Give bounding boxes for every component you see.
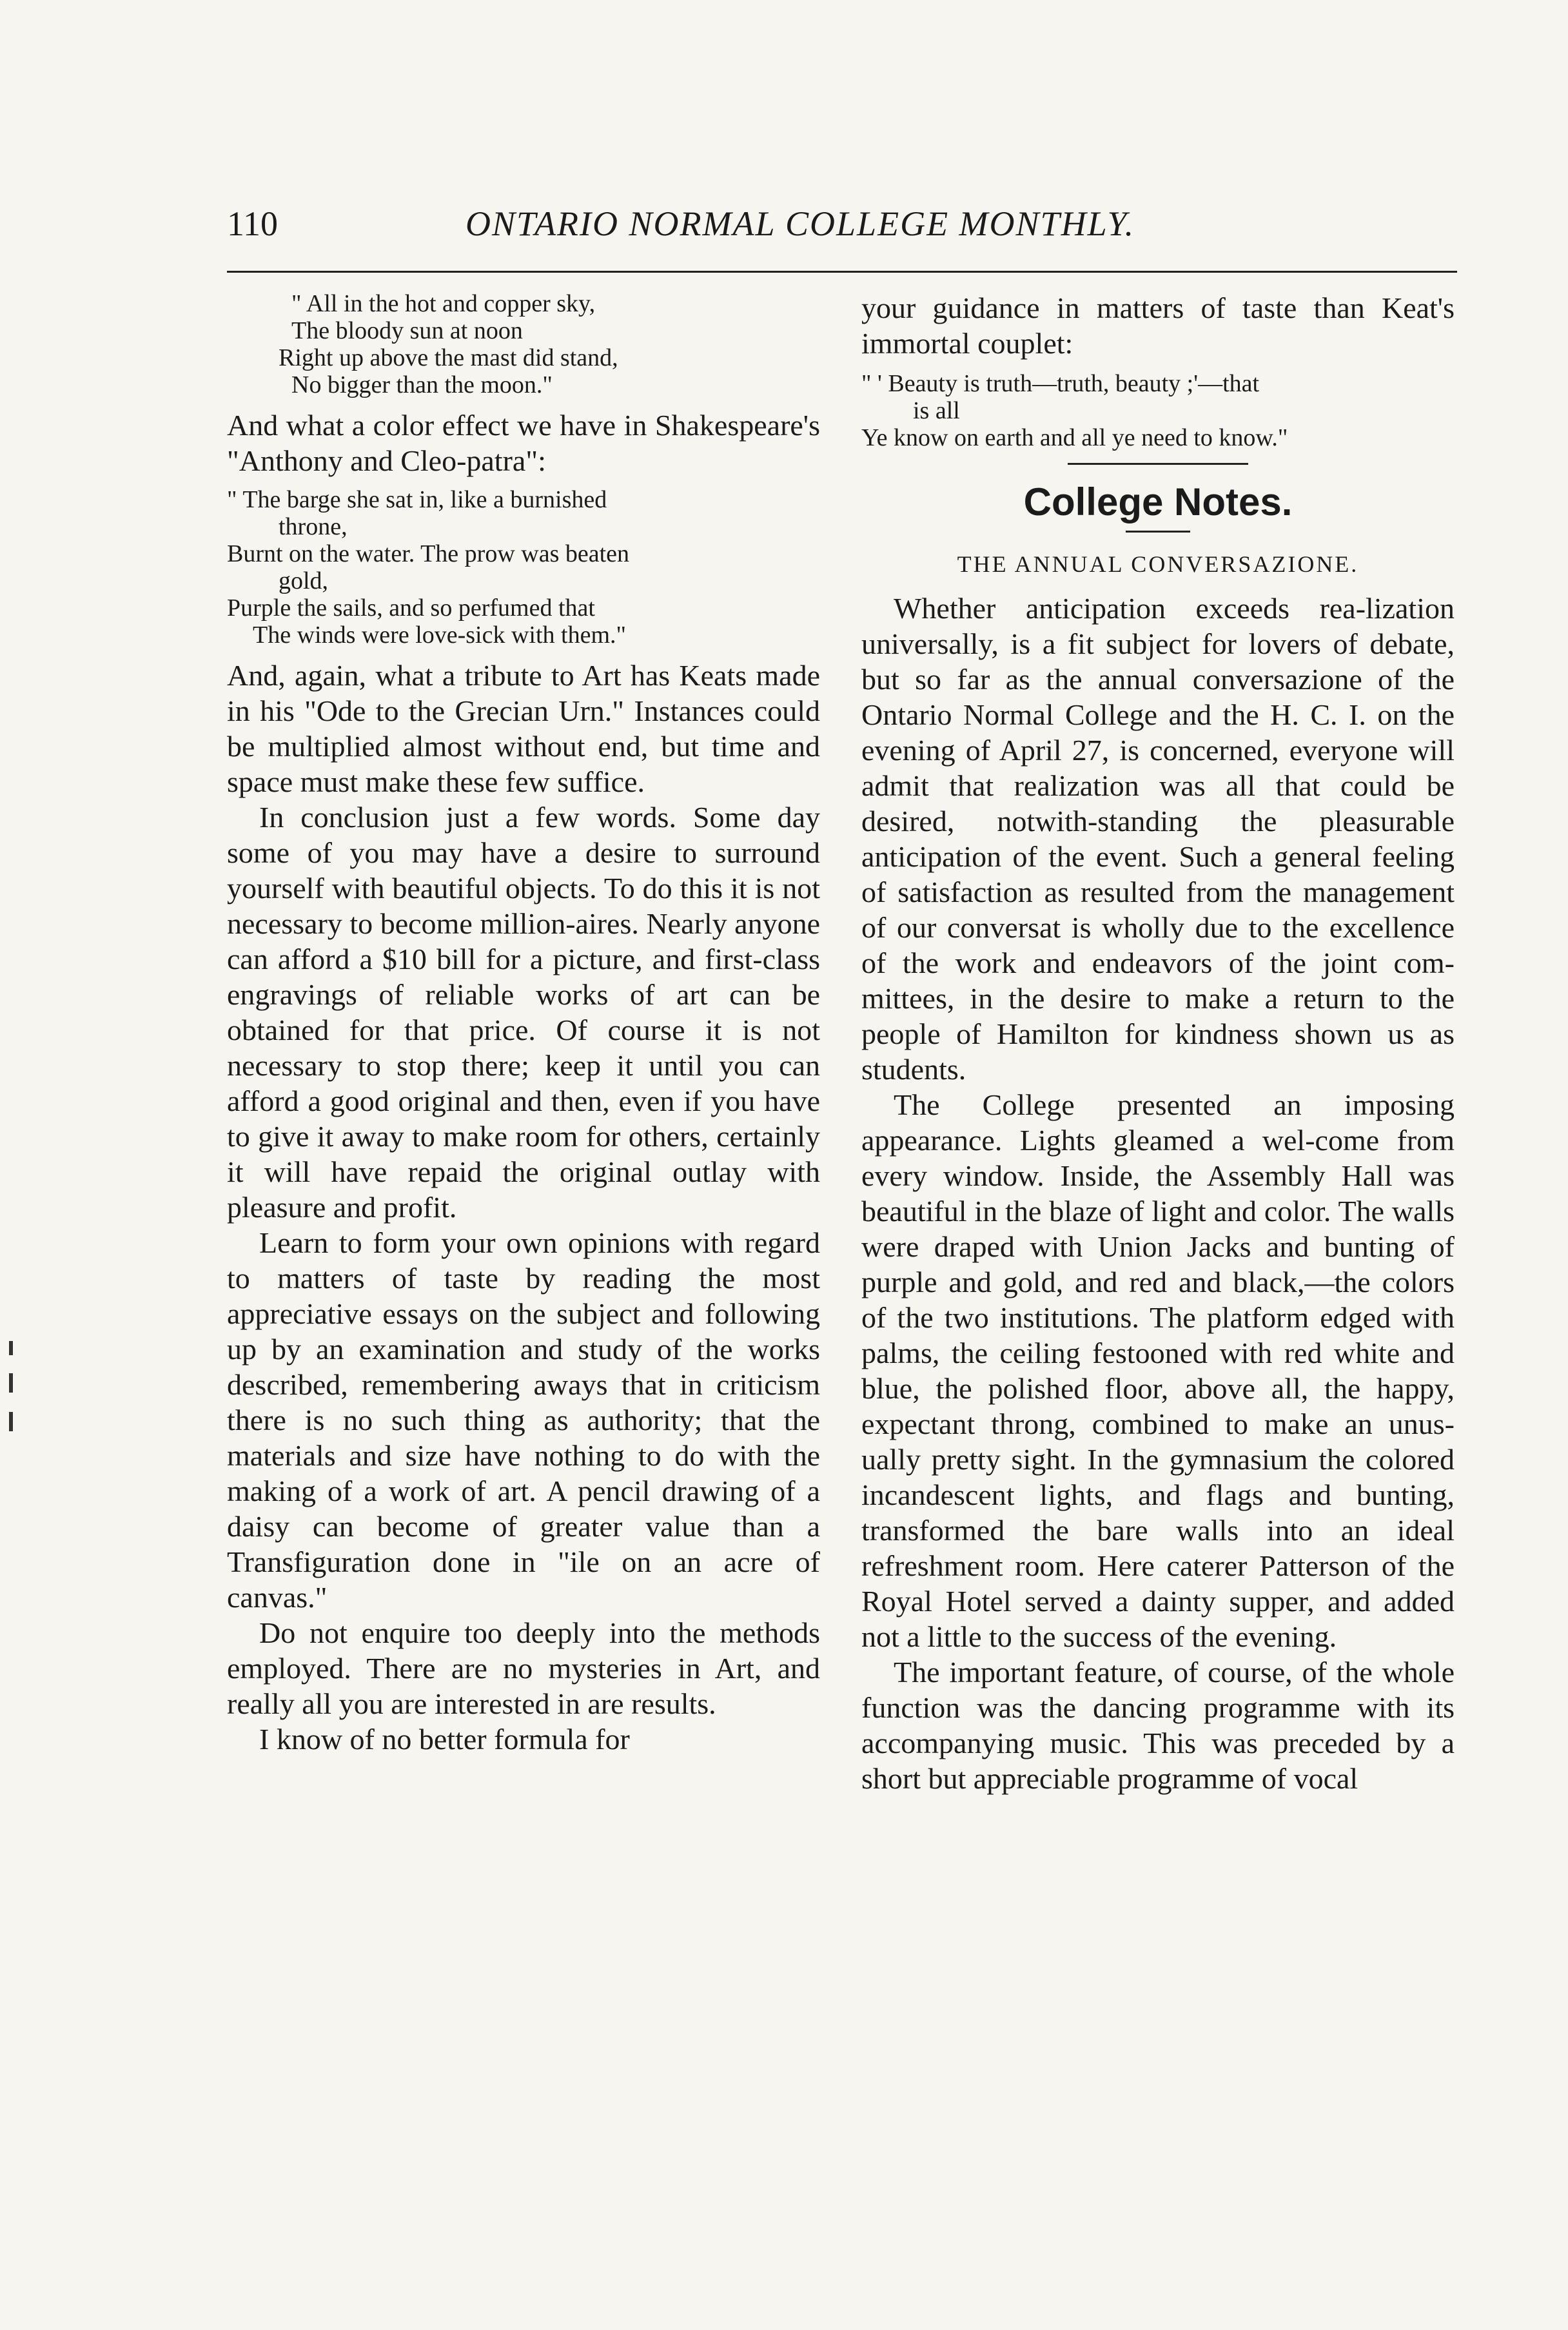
- paragraph: I know of no better formula for: [259, 1723, 630, 1756]
- right-column: [861, 290, 1455, 1796]
- margin-mark: [9, 1341, 13, 1355]
- page-number: 110: [227, 204, 278, 243]
- paragraph: The College presented an imposing appearance. Lights gleamed a wel-come from every window. Inside, the Assembly Hall was beautiful in the blaze of light and color. The walls were draped with Union Jacks and bunting of purple and gold, and red and black,—the colors of the two institutions. The platform edged with palms, the ceiling festooned with red white and blue, the polished floor, above all, the happy, expectant throng, combined to make an unus-ually pretty sight. In the gymnasium the colored incandescent lights, and flags and bunting, transformed the bare walls into an ideal refreshment room. Here caterer Patterson of the Royal Hotel served a dainty supper, and added not a little to the success of the evening.: [861, 1088, 1455, 1653]
- paragraph: your guidance in matters of taste than Keat's immortal couplet:: [861, 291, 1455, 360]
- left-column: [227, 290, 820, 1757]
- paragraph: Whether anticipation exceeds rea-lization universally, is a fit subject for lovers of debate, but so far as the annual conversazione of the Ontario Normal College and the H. C. I. on the evening of April 27, is concerned, everyone will admit that realization was all that could be desired, notwith-standing the pleasurable anticipation of the event. Such a general feeling of satisfaction as resulted from the management of our conversat is wholly due to the excellence of the work and endeavors of the joint com-mittees, in the desire to make a return to the people of Hamilton for kindness shown us as students.: [861, 592, 1455, 1086]
- verse-line: " The barge she sat in, like a burnished: [227, 486, 607, 513]
- verse-line: Purple the sails, and so perfumed that: [227, 594, 595, 622]
- coleridge-verse: [227, 290, 820, 398]
- paragraph: In conclusion just a few words. Some day some of you may have a desire to surround yourself with beautiful objects. To do this it is not necessary to become million-aires. Nearly anyone can afford a $10 bill for a picture, and first-class engravings of reliable works of art can be obtained for that price. Of course it is not necessary to stop there; keep it until you can afford a good original and then, even if you have to give it away to make room for others, certainly it will have repaid the original outlay with pleasure and profit.: [227, 801, 820, 1224]
- section-rule: [1068, 463, 1248, 465]
- margin-mark: [9, 1373, 13, 1393]
- verse-line: is all: [913, 397, 960, 424]
- verse-line: " All in the hot and copper sky,: [291, 290, 596, 317]
- margin-mark: [9, 1412, 13, 1431]
- verse-line: Ye know on earth and all ye need to know.": [861, 424, 1288, 451]
- verse-line: The winds were love-sick with them.": [253, 622, 627, 649]
- paragraph: The important feature, of course, of the whole function was the dancing programme with its accompanying music. This was preceded by a short but appreciable programme of vocal: [861, 1656, 1455, 1795]
- keats-couplet: [861, 370, 1455, 451]
- paragraph: Do not enquire too deeply into the methods employed. There are no mysteries in Art, and really all you are interested in are results.: [227, 1616, 820, 1720]
- verse-line: No bigger than the moon.": [291, 371, 553, 398]
- section-title: College Notes.: [1023, 480, 1293, 524]
- shakespeare-verse: [227, 486, 820, 649]
- page-header: [227, 201, 1457, 246]
- verse-line: " ' Beauty is truth—truth, beauty ;'—that: [861, 370, 1260, 397]
- verse-line: Burnt on the water. The prow was beaten: [227, 540, 630, 567]
- paragraph: And what a color effect we have in Shakespeare's "Anthony and Cleo-patra":: [227, 409, 820, 477]
- verse-line: gold,: [279, 567, 329, 594]
- subheading: THE ANNUAL CONVERSAZIONE.: [957, 551, 1359, 577]
- verse-line: throne,: [279, 513, 348, 540]
- verse-line: Right up above the mast did stand,: [279, 344, 618, 371]
- title-rule: [1126, 531, 1190, 533]
- verse-line: The bloody sun at noon: [291, 317, 523, 344]
- running-title: ONTARIO NORMAL COLLEGE MONTHLY.: [466, 204, 1135, 243]
- paragraph: And, again, what a tribute to Art has Keats made in his "Ode to the Grecian Urn." Instances could be multiplied almost without end, but time and space must make these few suffice.: [227, 659, 820, 798]
- header-rule: [227, 271, 1457, 273]
- paragraph: Learn to form your own opinions with regard to matters of taste by reading the most appreciative essays on the subject and following up by an examination and study of the works described, remembering aways that in criticism there is no such thing as authority; that the materials and size have nothing to do with the making of a work of art. A pencil drawing of a daisy can become of greater value than a Transfiguration done in "ile on an acre of canvas.": [227, 1226, 820, 1614]
